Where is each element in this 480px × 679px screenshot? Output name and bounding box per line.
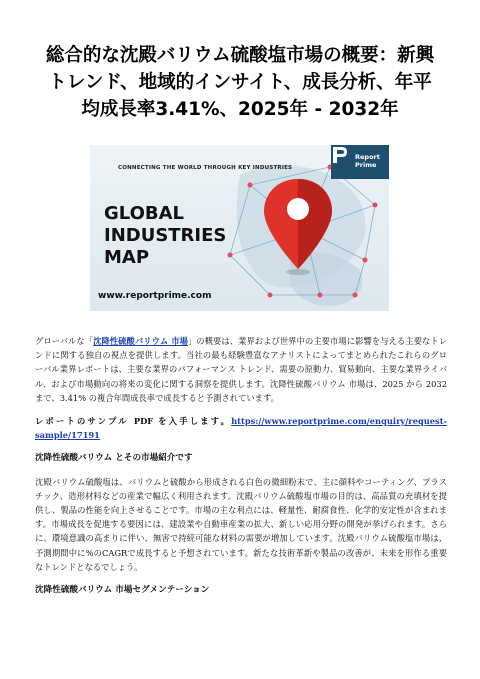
title-line-3: 均成長率3.41%、2025年 - 2032年: [81, 99, 399, 121]
section-heading-introduction: 沈降性硫酸バリウム とその市場紹介です: [35, 453, 193, 464]
title-line-1: 総合的な沈殿バリウム硫酸塩市場の概要：新興: [45, 45, 435, 67]
intro-paragraph: グローバルな「沈降性硫酸バリウム 市場」の概要は、業界および世界中の主要市場に影響を与える主要なトレンドに関する独自の視点を提供します。当社の最も経験豊富なアナリストによってまとめられたこれらのグローバル業界レポートは、主要な業界のパフォーマンス トレンド、需要の原動力、貿易動向、主要な業界ライバル、および市場動向の将来の変化に関する洞察を提供します。沈降性硫酸バリウム 市場は、2025 から 2032 まで、3.41% の複合年間成長率で成長すると予測されています。: [35, 336, 447, 403]
article-body: [35, 334, 447, 606]
market-link[interactable]: 沈降性硫酸バリウム 市場: [93, 336, 188, 346]
title-line-2: トレンド、地域的インサイト、成長分析、年平: [48, 72, 432, 94]
report-prime-logo: Report Prime: [331, 145, 389, 179]
banner-headline: GLOBAL INDUSTRIES MAP: [104, 203, 227, 268]
page-title: [30, 42, 450, 123]
sample-request: レポートのサンプル PDF を入手します。https://www.reportprime.com/enquiry/request-sample/17191: [35, 416, 447, 441]
sample-request-link[interactable]: https://www.reportprime.com/enquiry/request-sample/17191: [35, 416, 447, 441]
global-industries-map-banner: [90, 145, 389, 311]
section-heading-segmentation: 沈降性硫酸バリウム 市場セグメンテーション: [35, 585, 210, 596]
market-introduction-paragraph: 沈殿バリウム硫酸塩は、バリウムと硫酸から形成される白色の微細粉末で、主に顔料やコーティング、プラスチック、造形材料などの産業で幅広く利用されます。沈殿バリウム硫酸塩市場の目的は、高品質の充填材を提供し、製品の性能を向上させることです。市場の主な利点には、軽量性、耐腐食性、化学的安定性が含まれます。市場成長を促進する要因には、建設業や自動車産業の拡大、新しい応用分野の開発が挙げられます。さらに、環境意識の高まりに伴い、無害で持続可能な材料の需要が増加しています。沈殿バリウム硫酸塩市場は、予測期間中に%のCAGRで成長すると予想されています。新たな技術革新や製品の改善が、未来を形作る重要なトレンドとなるでしょう。: [35, 476, 447, 572]
banner-url: www.reportprime.com: [98, 291, 212, 301]
banner-tagline: CONNECTING THE WORLD THROUGH KEY INDUSTRIES: [118, 165, 293, 171]
report-prime-logo-icon: [331, 145, 349, 165]
